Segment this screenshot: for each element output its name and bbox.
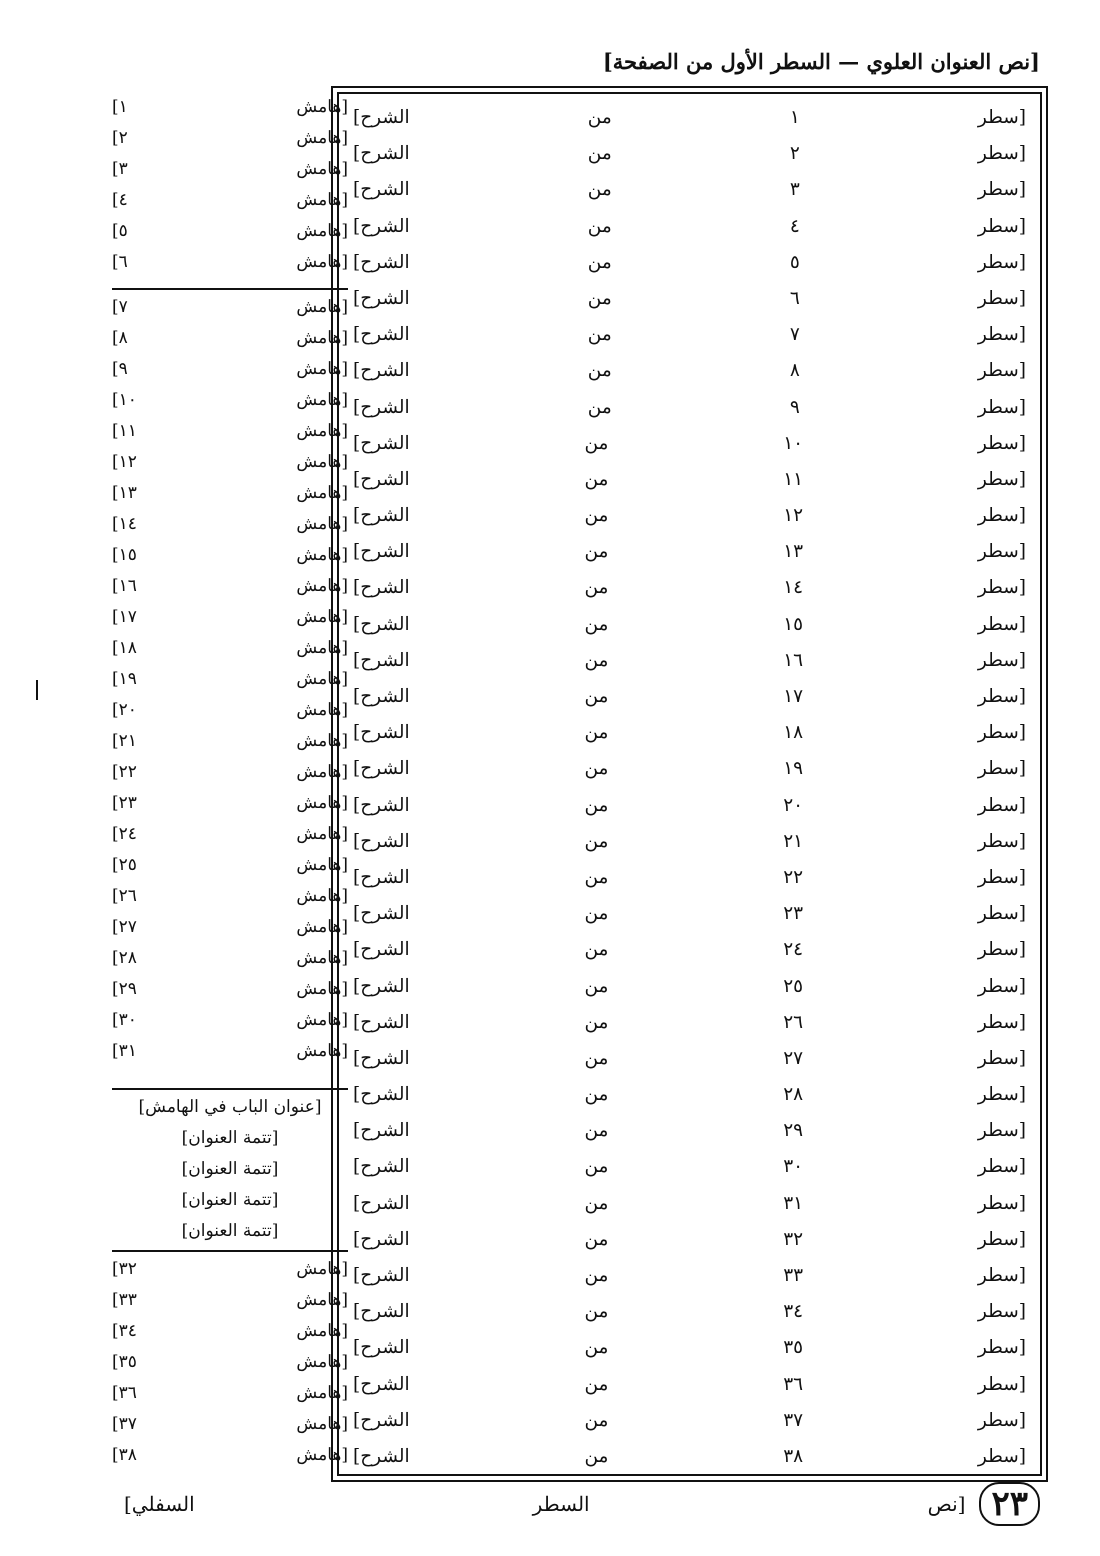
side-note-line: [هامش ١٠]	[112, 390, 348, 410]
main-text-line: [سطر ٣٠ من الشرح]	[353, 1156, 1026, 1178]
main-text-line: [سطر ٣٨ من الشرح]	[353, 1445, 1026, 1467]
main-text-line: [سطر ٢٤ من الشرح]	[353, 939, 1026, 961]
side-note-line: [هامش ٢٥]	[112, 855, 348, 875]
side-note-line: [هامش ٩]	[112, 359, 348, 379]
main-text-line: [سطر ١٩ من الشرح]	[353, 758, 1026, 780]
side-note-line: [هامش ٣٦]	[112, 1383, 348, 1403]
side-chapter-title-line: [تتمة العنوان]	[181, 1221, 279, 1241]
main-text-line: [سطر ١٧ من الشرح]	[353, 686, 1026, 707]
side-note-line: [هامش ٥]	[112, 221, 348, 241]
page-footer	[110, 1480, 1040, 1528]
side-note-line: [هامش ٢٩]	[112, 979, 348, 999]
main-text-line: [سطر ٢٣ من الشرح]	[353, 903, 1026, 925]
side-note-line: [هامش ٣٥]	[112, 1352, 348, 1372]
main-text-line: [سطر ٧ من الشرح]	[353, 324, 1026, 346]
side-note-line: [هامش ١٦]	[112, 576, 348, 596]
side-note-line: [هامش ٢٠]	[112, 700, 348, 720]
side-note-line: [هامش ٣٠]	[112, 1010, 348, 1030]
main-text-line: [سطر ١٤ من الشرح]	[353, 577, 1026, 599]
main-text-line: [سطر ٢٨ من الشرح]	[353, 1084, 1026, 1106]
main-text-line: [سطر ٣٧ من الشرح]	[353, 1409, 1026, 1431]
side-note-line: [هامش ٢٣]	[112, 793, 348, 813]
side-note-line: [هامش ١٧]	[112, 607, 348, 627]
footer-text: [نص السطر السفلي]	[124, 1492, 966, 1516]
main-text-line: [سطر ١٥ من الشرح]	[353, 613, 1026, 635]
main-text-line: [سطر ١١ من الشرح]	[353, 468, 1026, 490]
page-number: ٢٣	[979, 1482, 1040, 1526]
side-note-line: [هامش ٢٦]	[112, 886, 348, 906]
main-text-line: [سطر ١٨ من الشرح]	[353, 722, 1026, 744]
side-note-line: [هامش ٨]	[112, 328, 348, 348]
side-note-line: [هامش ٢٧]	[112, 917, 348, 937]
main-text-line: [سطر ٣٤ من الشرح]	[353, 1301, 1026, 1323]
side-note-line: [هامش ١]	[112, 97, 348, 117]
side-note-line: [هامش ٢٢]	[112, 762, 348, 782]
main-text-line: [سطر ٢ من الشرح]	[353, 143, 1026, 165]
side-note-line: [هامش ٤]	[112, 190, 348, 210]
side-note-line: [هامش ١٢]	[112, 452, 348, 472]
main-text-line: [سطر ٣٥ من الشرح]	[353, 1337, 1026, 1359]
side-margin-column	[112, 92, 348, 1476]
side-chapter-title-line: [تتمة العنوان]	[181, 1128, 279, 1148]
main-text-line: [سطر ١٠ من الشرح]	[353, 432, 1026, 454]
side-note-line: [هامش ١٤]	[112, 514, 348, 534]
side-note-line: [هامش ١٩]	[112, 669, 348, 689]
main-text-line: [سطر ٣١ من الشرح]	[353, 1192, 1026, 1214]
side-chapter-title-line: [عنوان الباب في الهامش]	[138, 1097, 322, 1117]
side-note-block-2	[112, 292, 348, 1090]
page-header: [نص العنوان العلوي — السطر الأول من الصفحة]	[602, 49, 1040, 74]
main-text-line: [سطر ٩ من الشرح]	[353, 396, 1026, 418]
side-note-line: [هامش ٧]	[112, 297, 348, 317]
main-text-line: [سطر ٣٣ من الشرح]	[353, 1265, 1026, 1286]
side-note-line: [هامش ٢]	[112, 128, 348, 148]
side-note-block-4	[112, 1254, 348, 1476]
main-text-line: [سطر ٢٩ من الشرح]	[353, 1120, 1026, 1142]
main-text-line: [سطر ٤ من الشرح]	[353, 215, 1026, 237]
side-note-line: [هامش ٣٤]	[112, 1321, 348, 1341]
side-note-line: [هامش ١٣]	[112, 483, 348, 503]
side-note-line: [هامش ٢١]	[112, 731, 348, 751]
side-note-line: [هامش ١٥]	[112, 545, 348, 565]
main-text-line: [سطر ٣٢ من الشرح]	[353, 1228, 1026, 1250]
side-note-line: [هامش ٣٨]	[112, 1445, 348, 1465]
side-chapter-title-line: [تتمة العنوان]	[181, 1190, 279, 1210]
main-text-line: [سطر ٣٦ من الشرح]	[353, 1373, 1026, 1395]
main-text-line: [سطر ١٦ من الشرح]	[353, 649, 1026, 671]
side-note-block-1	[112, 92, 348, 290]
side-note-line: [هامش ٣٢]	[112, 1259, 348, 1279]
main-text-line: [سطر ٢١ من الشرح]	[353, 830, 1026, 852]
margin-mark	[36, 680, 38, 700]
side-note-line: [هامش ٣٧]	[112, 1414, 348, 1434]
side-chapter-title-line: [تتمة العنوان]	[181, 1159, 279, 1179]
main-text-line: [سطر ٢٠ من الشرح]	[353, 794, 1026, 816]
side-note-line: [هامش ٢٤]	[112, 824, 348, 844]
side-chapter-title-block	[112, 1092, 348, 1252]
side-note-line: [هامش ٣]	[112, 159, 348, 179]
main-text-line: [سطر ٢٦ من الشرح]	[353, 1011, 1026, 1033]
side-note-line: [هامش ٢٨]	[112, 948, 348, 968]
side-note-line: [هامش ٣٣]	[112, 1290, 348, 1310]
side-note-line: [هامش ١٨]	[112, 638, 348, 658]
side-note-line: [هامش ١١]	[112, 421, 348, 441]
side-note-line: [هامش ٦]	[112, 252, 348, 272]
main-text-line: [سطر ٨ من الشرح]	[353, 360, 1026, 382]
main-text-line: [سطر ٥ من الشرح]	[353, 251, 1026, 273]
main-text-line: [سطر ٢٧ من الشرح]	[353, 1047, 1026, 1069]
main-commentary-box	[337, 92, 1042, 1476]
main-text-line: [سطر ١٣ من الشرح]	[353, 541, 1026, 563]
side-note-line: [هامش ٣١]	[112, 1041, 348, 1061]
main-text-line: [سطر ٦ من الشرح]	[353, 287, 1026, 309]
main-text-line: [سطر ٢٥ من الشرح]	[353, 975, 1026, 997]
main-text-line: [سطر ٢٢ من الشرح]	[353, 866, 1026, 888]
side-note-line	[112, 1471, 348, 1476]
main-text-line: [سطر ١٢ من الشرح]	[353, 505, 1026, 527]
main-text-line: [سطر ٣ من الشرح]	[353, 179, 1026, 201]
main-text-line: [سطر ١ من الشرح]	[353, 107, 1026, 128]
